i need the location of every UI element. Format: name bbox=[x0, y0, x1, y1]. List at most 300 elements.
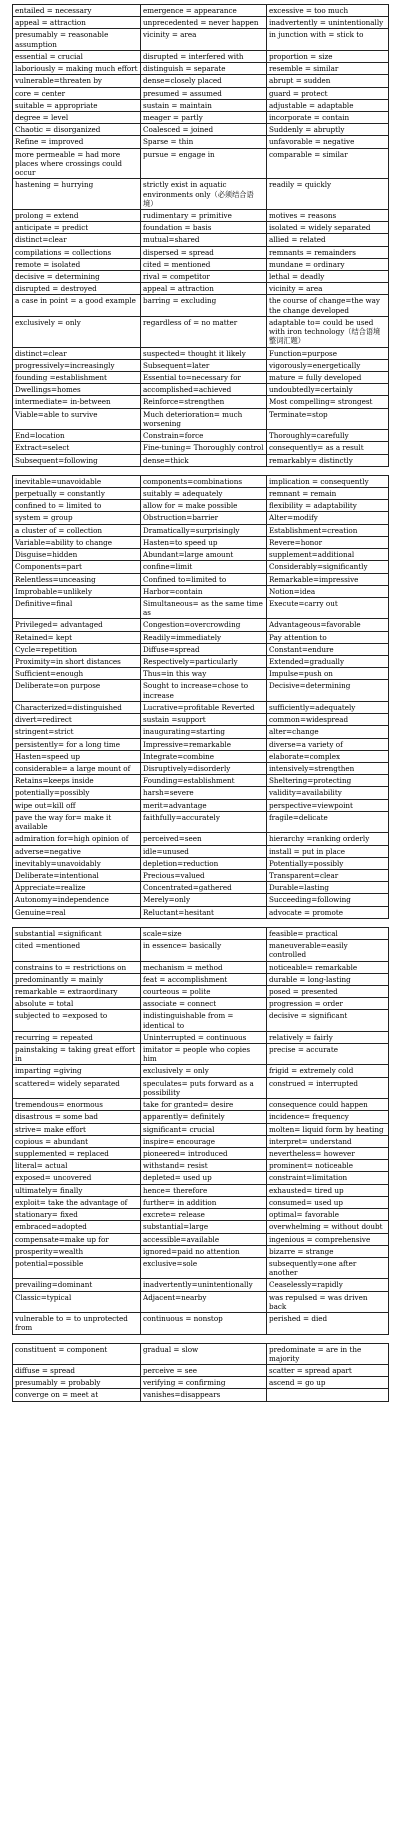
vocab-entry: Diffuse=spread bbox=[141, 643, 267, 655]
table-gap bbox=[12, 919, 388, 927]
vocab-entry: unfavorable = negative bbox=[267, 136, 389, 148]
vocab-entry: Extended=gradually bbox=[267, 656, 389, 668]
vocab-entry: emergence = appearance bbox=[141, 5, 267, 17]
vocab-entry: overwhelming = without doubt bbox=[267, 1221, 389, 1233]
vocab-entry: Deliberate=on purpose bbox=[13, 680, 141, 701]
vocab-entry: remnants = remainders bbox=[267, 246, 389, 258]
vocab-entry: exclusively = only bbox=[13, 316, 141, 347]
vocab-entry: intensively=strengthen bbox=[267, 763, 389, 775]
vocab-entry: durable = long-lasting bbox=[267, 973, 389, 985]
vocab-entry: entailed = necessary bbox=[13, 5, 141, 17]
vocab-entry: gradual = slow bbox=[141, 1343, 267, 1364]
table-row bbox=[13, 295, 389, 316]
table-row bbox=[13, 1257, 389, 1278]
vocab-entry: hence= therefore bbox=[141, 1184, 267, 1196]
vocab-entry: Disruptively=disorderly bbox=[141, 763, 267, 775]
table-row bbox=[13, 894, 389, 906]
table-row bbox=[13, 1343, 389, 1364]
vocab-table bbox=[12, 927, 389, 1335]
vocab-entry: elaborate=complex bbox=[267, 750, 389, 762]
vocab-entry: constrains to = restrictions on bbox=[13, 961, 141, 973]
vocab-entry: Reluctant=hesitant bbox=[141, 906, 267, 918]
table-row bbox=[13, 63, 389, 75]
vocab-entry: supplemented = replaced bbox=[13, 1148, 141, 1160]
vocab-entry: courteous = polite bbox=[141, 985, 267, 997]
vocab-entry: absolute = total bbox=[13, 998, 141, 1010]
vocab-entry: exhausted= tired up bbox=[267, 1184, 389, 1196]
table-row bbox=[13, 701, 389, 713]
table-row bbox=[13, 222, 389, 234]
vocab-entry: vicinity = area bbox=[141, 29, 267, 50]
vocab-entry: adverse=negative bbox=[13, 845, 141, 857]
vocab-entry: vigorously=energetically bbox=[267, 359, 389, 371]
vocab-entry: exploit= take the advantage of bbox=[13, 1196, 141, 1208]
vocab-entry: harsh=severe bbox=[141, 787, 267, 799]
vocab-entry: subsequently=one after another bbox=[267, 1257, 389, 1278]
vocab-entry: Subsequent=following bbox=[13, 454, 141, 466]
table-row bbox=[13, 619, 389, 631]
vocab-entry: converge on = meet at bbox=[13, 1389, 141, 1401]
vocab-entry: founding =establishment bbox=[13, 372, 141, 384]
vocab-entry: mature = fully developed bbox=[267, 372, 389, 384]
vocab-entry: constituent = component bbox=[13, 1343, 141, 1364]
vocab-entry: exposed= uncovered bbox=[13, 1172, 141, 1184]
table-row bbox=[13, 50, 389, 62]
vocab-entry: Establishment=creation bbox=[267, 524, 389, 536]
vocab-entry: inevitable=unavoidable bbox=[13, 475, 141, 487]
vocab-entry: suitably = adequately bbox=[141, 487, 267, 499]
vocab-entry: prominent= noticeable bbox=[267, 1160, 389, 1172]
vocab-entry: Constant=endure bbox=[267, 643, 389, 655]
vocab-entry: Founding=establishment bbox=[141, 775, 267, 787]
vocab-entry: sustain =support bbox=[141, 714, 267, 726]
vocab-entry: persistently= for a long time bbox=[13, 738, 141, 750]
vocab-entry: vicinity = area bbox=[267, 283, 389, 295]
vocab-entry: tremendous= enormous bbox=[13, 1099, 141, 1111]
vocab-entry: optimal= favorable bbox=[267, 1209, 389, 1221]
vocab-entry: perspective=viewpoint bbox=[267, 799, 389, 811]
table-row bbox=[13, 1031, 389, 1043]
vocab-entry: wipe out=kill off bbox=[13, 799, 141, 811]
table-row bbox=[13, 1123, 389, 1135]
table-row bbox=[13, 1172, 389, 1184]
vocab-entry: Impressive=remarkable bbox=[141, 738, 267, 750]
vocab-entry: excrete= release bbox=[141, 1209, 267, 1221]
vocab-entry: potentially=possibly bbox=[13, 787, 141, 799]
vocab-entry: substantial =significant bbox=[13, 927, 141, 939]
vocab-entry: was repulsed = was driven back bbox=[267, 1291, 389, 1312]
vocab-entry: in essence= basically bbox=[141, 940, 267, 961]
table-row bbox=[13, 475, 389, 487]
vocab-entry: disrupted = interfered with bbox=[141, 50, 267, 62]
vocab-entry: compensate=make up for bbox=[13, 1233, 141, 1245]
vocab-entry: Concentrated=gathered bbox=[141, 882, 267, 894]
vocab-entry: Succeeding=following bbox=[267, 894, 389, 906]
vocab-entry: Variable=ability to change bbox=[13, 536, 141, 548]
vocab-entry: Autonomy=independence bbox=[13, 894, 141, 906]
vocab-entry: confined to = limited to bbox=[13, 500, 141, 512]
table-row bbox=[13, 271, 389, 283]
table-row bbox=[13, 811, 389, 832]
vocab-entry: foundation = basis bbox=[141, 222, 267, 234]
table-row bbox=[13, 927, 389, 939]
vocab-entry: abrupt = sudden bbox=[267, 75, 389, 87]
vocab-entry: continuous = nonstop bbox=[141, 1313, 267, 1334]
vocab-entry: Privileged= advantaged bbox=[13, 619, 141, 631]
table-row bbox=[13, 442, 389, 454]
vocab-entry: Uninterrupted = continuous bbox=[141, 1031, 267, 1043]
vocab-entry: ultimately= finally bbox=[13, 1184, 141, 1196]
table-row bbox=[13, 1221, 389, 1233]
vocab-entry: accomplished=achieved bbox=[141, 384, 267, 396]
table-row bbox=[13, 775, 389, 787]
vocab-entry: in junction with = stick to bbox=[267, 29, 389, 50]
vocab-entry: Dwellings=homes bbox=[13, 384, 141, 396]
table-row bbox=[13, 124, 389, 136]
vocab-entry: Potentially=possibly bbox=[267, 857, 389, 869]
vocab-entry: Dramatically=surprisingly bbox=[141, 524, 267, 536]
vocab-entry: strive= make effort bbox=[13, 1123, 141, 1135]
vocab-entry: Extract=select bbox=[13, 442, 141, 454]
table-row bbox=[13, 833, 389, 845]
vocab-entry: proportion = size bbox=[267, 50, 389, 62]
vocab-entry: pursue = engage in bbox=[141, 148, 267, 179]
vocab-entry: guard = protect bbox=[267, 87, 389, 99]
table-gap bbox=[12, 467, 388, 475]
table-row bbox=[13, 882, 389, 894]
vocab-entry: Refine = improved bbox=[13, 136, 141, 148]
vocab-entry: diverse=a variety of bbox=[267, 738, 389, 750]
table-row bbox=[13, 408, 389, 429]
vocab-entry: remarkable = extraordinary bbox=[13, 985, 141, 997]
vocab-entry: intermediate= in-between bbox=[13, 396, 141, 408]
vocab-entry: allied = related bbox=[267, 234, 389, 246]
vocab-entry: meager = partly bbox=[141, 111, 267, 123]
vocab-entry: Sheltering=protecting bbox=[267, 775, 389, 787]
vocab-entry: comparable = similar bbox=[267, 148, 389, 179]
vocab-entry: faithfully=accurately bbox=[141, 811, 267, 832]
vocab-entry: perished = died bbox=[267, 1313, 389, 1334]
vocab-entry: disrupted = destroyed bbox=[13, 283, 141, 295]
vocab-table bbox=[12, 475, 389, 919]
vocab-entry: withstand= resist bbox=[141, 1160, 267, 1172]
vocab-entry: Thoroughly=carefully bbox=[267, 430, 389, 442]
vocab-entry: presumably = reasonable assumption bbox=[13, 29, 141, 50]
table-row bbox=[13, 359, 389, 371]
vocab-entry: pave the way for= make it available bbox=[13, 811, 141, 832]
vocab-entry: mechanism = method bbox=[141, 961, 267, 973]
vocab-entry: hierarchy =ranking orderly bbox=[267, 833, 389, 845]
vocab-entry: Sufficient=enough bbox=[13, 668, 141, 680]
vocab-entry: Adjacent=nearby bbox=[141, 1291, 267, 1312]
vocab-entry: Subsequent=later bbox=[141, 359, 267, 371]
vocab-entry: more permeable = had more places where crossings could occur bbox=[13, 148, 141, 179]
vocab-entry: Decisive=determining bbox=[267, 680, 389, 701]
vocab-entry: install = put in place bbox=[267, 845, 389, 857]
vocab-entry: Much deterioration= much worsening bbox=[141, 408, 267, 429]
vocab-entry: Reinforce=strengthen bbox=[141, 396, 267, 408]
table-row bbox=[13, 1010, 389, 1031]
vocab-entry: Ceaselessly=rapidly bbox=[267, 1279, 389, 1291]
vocab-entry: remarkably= distinctly bbox=[267, 454, 389, 466]
vocab-entry: decisive = significant bbox=[267, 1010, 389, 1031]
table-row bbox=[13, 99, 389, 111]
vocab-entry: Confined to=limited to bbox=[141, 573, 267, 585]
vocab-entry: cited =mentioned bbox=[13, 940, 141, 961]
vocab-entry: degree = level bbox=[13, 111, 141, 123]
table-row bbox=[13, 1044, 389, 1065]
vocab-entry: adjustable = adaptable bbox=[267, 99, 389, 111]
vocab-entry: prolong = extend bbox=[13, 209, 141, 221]
table-row bbox=[13, 1184, 389, 1196]
table-row bbox=[13, 1291, 389, 1312]
vocab-entry: construed = interrupted bbox=[267, 1077, 389, 1098]
vocab-entry: isolated = widely separated bbox=[267, 222, 389, 234]
table-row bbox=[13, 87, 389, 99]
vocab-entry: Most compelling= strongest bbox=[267, 396, 389, 408]
table-row bbox=[13, 347, 389, 359]
vocab-entry: merit=advantage bbox=[141, 799, 267, 811]
vocab-entry: predominantly = mainly bbox=[13, 973, 141, 985]
vocab-entry: constraint=limitation bbox=[267, 1172, 389, 1184]
table-row bbox=[13, 136, 389, 148]
table-row bbox=[13, 1148, 389, 1160]
vocab-entry: validity=availability bbox=[267, 787, 389, 799]
vocab-entry: precise = accurate bbox=[267, 1044, 389, 1065]
vocab-entry: a cluster of = collection bbox=[13, 524, 141, 536]
table-row bbox=[13, 234, 389, 246]
table-row bbox=[13, 512, 389, 524]
table-row bbox=[13, 549, 389, 561]
vocab-entry: implication = consequently bbox=[267, 475, 389, 487]
vocab-entry: sustain = maintain bbox=[141, 99, 267, 111]
vocab-entry: rudimentary = primitive bbox=[141, 209, 267, 221]
vocab-entry: subjected to =exposed to bbox=[13, 1010, 141, 1031]
vocab-entry: Coalesced = joined bbox=[141, 124, 267, 136]
vocab-entry: Simultaneous= as the same time as bbox=[141, 597, 267, 618]
vocab-entry: speculates= puts forward as a possibility bbox=[141, 1077, 267, 1098]
vocab-entry: suitable = appropriate bbox=[13, 99, 141, 111]
vocab-entry: idle=unused bbox=[141, 845, 267, 857]
vocab-entry: copious = abundant bbox=[13, 1135, 141, 1147]
vocab-entry: feat = accomplishment bbox=[141, 973, 267, 985]
vocab-entry: imitator = people who copies him bbox=[141, 1044, 267, 1065]
vocab-entry: predominate = are in the majority bbox=[267, 1343, 389, 1364]
table-row bbox=[13, 1065, 389, 1077]
vocab-entry: Sparse = thin bbox=[141, 136, 267, 148]
vocab-entry: considerable= a large mount of bbox=[13, 763, 141, 775]
table-row bbox=[13, 1077, 389, 1098]
table-row bbox=[13, 668, 389, 680]
vocab-entry: Pay attention to bbox=[267, 631, 389, 643]
vocab-entry: Abundant=large amount bbox=[141, 549, 267, 561]
vocab-entry: Retains=keeps inside bbox=[13, 775, 141, 787]
table-row bbox=[13, 1111, 389, 1123]
vocab-entry: essential = crucial bbox=[13, 50, 141, 62]
vocab-entry: Integrate=combine bbox=[141, 750, 267, 762]
vocab-entry: Definitive=final bbox=[13, 597, 141, 618]
table-row bbox=[13, 1099, 389, 1111]
vocab-entry: stringent=strict bbox=[13, 726, 141, 738]
vocab-entry: substantial=large bbox=[141, 1221, 267, 1233]
vocab-entry: molten= liquid form by heating bbox=[267, 1123, 389, 1135]
vocab-entry: remote = isolated bbox=[13, 258, 141, 270]
vocab-entry: literal= actual bbox=[13, 1160, 141, 1172]
table-row bbox=[13, 799, 389, 811]
vocab-entry: posed = presented bbox=[267, 985, 389, 997]
vocab-entry: vulnerable=threaten by bbox=[13, 75, 141, 87]
vocab-entry: scale=size bbox=[141, 927, 267, 939]
vocab-entry: Execute=carry out bbox=[267, 597, 389, 618]
table-row bbox=[13, 1160, 389, 1172]
table-row bbox=[13, 111, 389, 123]
vocab-entry: hastening = hurrying bbox=[13, 179, 141, 210]
vocab-entry: vulnerable to = to unprotected from bbox=[13, 1313, 141, 1334]
vocab-entry: distinguish = separate bbox=[141, 63, 267, 75]
vocab-entry: apparently= definitely bbox=[141, 1111, 267, 1123]
vocab-entry: maneuverable=easily controlled bbox=[267, 940, 389, 961]
vocab-entry: indistinguishable from = identical to bbox=[141, 1010, 267, 1031]
vocab-entry: anticipate = predict bbox=[13, 222, 141, 234]
vocab-entry: End=location bbox=[13, 430, 141, 442]
vocab-entry: fragile=delicate bbox=[267, 811, 389, 832]
vocab-entry: Merely=only bbox=[141, 894, 267, 906]
table-row bbox=[13, 726, 389, 738]
vocab-entry: Classic=typical bbox=[13, 1291, 141, 1312]
table-row bbox=[13, 487, 389, 499]
vocab-entry: Hasten=to speed up bbox=[141, 536, 267, 548]
vocab-entry: associate = connect bbox=[141, 998, 267, 1010]
vocab-entry: disastrous = some bad bbox=[13, 1111, 141, 1123]
table-row bbox=[13, 906, 389, 918]
vocab-entry: further= in addition bbox=[141, 1196, 267, 1208]
vocab-entry: motives = reasons bbox=[267, 209, 389, 221]
vocab-entry: lethal = deadly bbox=[267, 271, 389, 283]
vocab-entry: potential=possible bbox=[13, 1257, 141, 1278]
vocab-entry: presumably = probably bbox=[13, 1377, 141, 1389]
vocab-entry: mundane = ordinary bbox=[267, 258, 389, 270]
vocab-entry: Components=part bbox=[13, 561, 141, 573]
vocab-entry: adaptable to= could be used with iron technology（结合语境整词汇题） bbox=[267, 316, 389, 347]
vocab-entry: Genuine=real bbox=[13, 906, 141, 918]
vocab-entry: a case in point = a good example bbox=[13, 295, 141, 316]
vocab-entry: prosperity=wealth bbox=[13, 1245, 141, 1257]
table-row bbox=[13, 454, 389, 466]
vocab-entry: progressively=increasingly bbox=[13, 359, 141, 371]
table-row bbox=[13, 430, 389, 442]
vocab-entry: Proximity=in short distances bbox=[13, 656, 141, 668]
vocab-entry: interpret= understand bbox=[267, 1135, 389, 1147]
vocab-entry: Transparent=clear bbox=[267, 869, 389, 881]
vocab-entry: incorporate = contain bbox=[267, 111, 389, 123]
vocab-entry: vanishes=disappears bbox=[141, 1389, 267, 1401]
table-row bbox=[13, 1245, 389, 1257]
vocab-entry: Hasten=speed up bbox=[13, 750, 141, 762]
vocab-entry: pioneered= introduced bbox=[141, 1148, 267, 1160]
vocab-entry: inspire= encourage bbox=[141, 1135, 267, 1147]
vocab-entry: compilations = collections bbox=[13, 246, 141, 258]
vocab-entry: appeal = attraction bbox=[13, 17, 141, 29]
vocab-entry: Relentless=unceasing bbox=[13, 573, 141, 585]
vocab-entry: common=widespread bbox=[267, 714, 389, 726]
table-row bbox=[13, 246, 389, 258]
table-row bbox=[13, 998, 389, 1010]
vocab-entry: admiration for=high opinion of bbox=[13, 833, 141, 845]
table-row bbox=[13, 384, 389, 396]
vocab-entry: Notion=idea bbox=[267, 585, 389, 597]
vocab-entry: perpetually = constantly bbox=[13, 487, 141, 499]
vocab-entry: ignored=paid no attention bbox=[141, 1245, 267, 1257]
vocab-entry: readily = quickly bbox=[267, 179, 389, 210]
vocab-entry: incidence= frequency bbox=[267, 1111, 389, 1123]
vocab-entry: painstaking = taking great effort in bbox=[13, 1044, 141, 1065]
vocab-entry: exclusive=sole bbox=[141, 1257, 267, 1278]
table-row bbox=[13, 1279, 389, 1291]
vocab-entry: inevitably=unavoidably bbox=[13, 857, 141, 869]
vocab-entry: prevailing=dominant bbox=[13, 1279, 141, 1291]
table-row bbox=[13, 1377, 389, 1389]
table-row bbox=[13, 283, 389, 295]
vocab-entry: the course of change=the way the change developed bbox=[267, 295, 389, 316]
vocab-entry: Essential to=necessary for bbox=[141, 372, 267, 384]
vocab-entry: dense=closely placed bbox=[141, 75, 267, 87]
table-row bbox=[13, 75, 389, 87]
vocab-entry bbox=[267, 1389, 389, 1401]
vocab-entry: depletion=reduction bbox=[141, 857, 267, 869]
vocab-entry: perceive = see bbox=[141, 1364, 267, 1376]
vocab-entry: undoubtedly=certainly bbox=[267, 384, 389, 396]
table-row bbox=[13, 1313, 389, 1334]
vocab-entry: Sought to increase=chose to increase bbox=[141, 680, 267, 701]
vocab-entry: Fine-tuning= Thoroughly control bbox=[141, 442, 267, 454]
table-row bbox=[13, 787, 389, 799]
vocab-entry: Alter=modify bbox=[267, 512, 389, 524]
table-gap bbox=[12, 1335, 388, 1343]
vocab-entry: advocate = promote bbox=[267, 906, 389, 918]
table-row bbox=[13, 750, 389, 762]
vocab-entry: noticeable= remarkable bbox=[267, 961, 389, 973]
vocab-entry: presumed = assumed bbox=[141, 87, 267, 99]
vocab-entry: decisive = determining bbox=[13, 271, 141, 283]
vocab-entry: divert=redirect bbox=[13, 714, 141, 726]
vocab-entry: barring = excluding bbox=[141, 295, 267, 316]
vocab-entry: strictly exist in aquatic environments only（必须结合语境） bbox=[141, 179, 267, 210]
vocab-entry: inaugurating=starting bbox=[141, 726, 267, 738]
vocab-entry: perceived=seen bbox=[141, 833, 267, 845]
table-row bbox=[13, 973, 389, 985]
table-row bbox=[13, 179, 389, 210]
vocab-entry: cited = mentioned bbox=[141, 258, 267, 270]
vocab-entry: inadvertently=unintentionally bbox=[141, 1279, 267, 1291]
vocab-entry: distinct=clear bbox=[13, 347, 141, 359]
vocab-entry: imparting =giving bbox=[13, 1065, 141, 1077]
vocab-entry: ingenious = comprehensive bbox=[267, 1233, 389, 1245]
vocab-entry: confine=limit bbox=[141, 561, 267, 573]
table-row bbox=[13, 869, 389, 881]
vocab-entry: frigid = extremely cold bbox=[267, 1065, 389, 1077]
vocab-entry: allow for = make possible bbox=[141, 500, 267, 512]
table-row bbox=[13, 961, 389, 973]
vocab-entry: take for granted= desire bbox=[141, 1099, 267, 1111]
table-row bbox=[13, 631, 389, 643]
vocab-entry: consequently= as a result bbox=[267, 442, 389, 454]
vocab-entry: laboriously = making much effort bbox=[13, 63, 141, 75]
table-row bbox=[13, 209, 389, 221]
vocab-entry: Precious=valued bbox=[141, 869, 267, 881]
vocab-entry: Advantageous=favorable bbox=[267, 619, 389, 631]
vocab-entry: verifying = confirming bbox=[141, 1377, 267, 1389]
table-row bbox=[13, 845, 389, 857]
